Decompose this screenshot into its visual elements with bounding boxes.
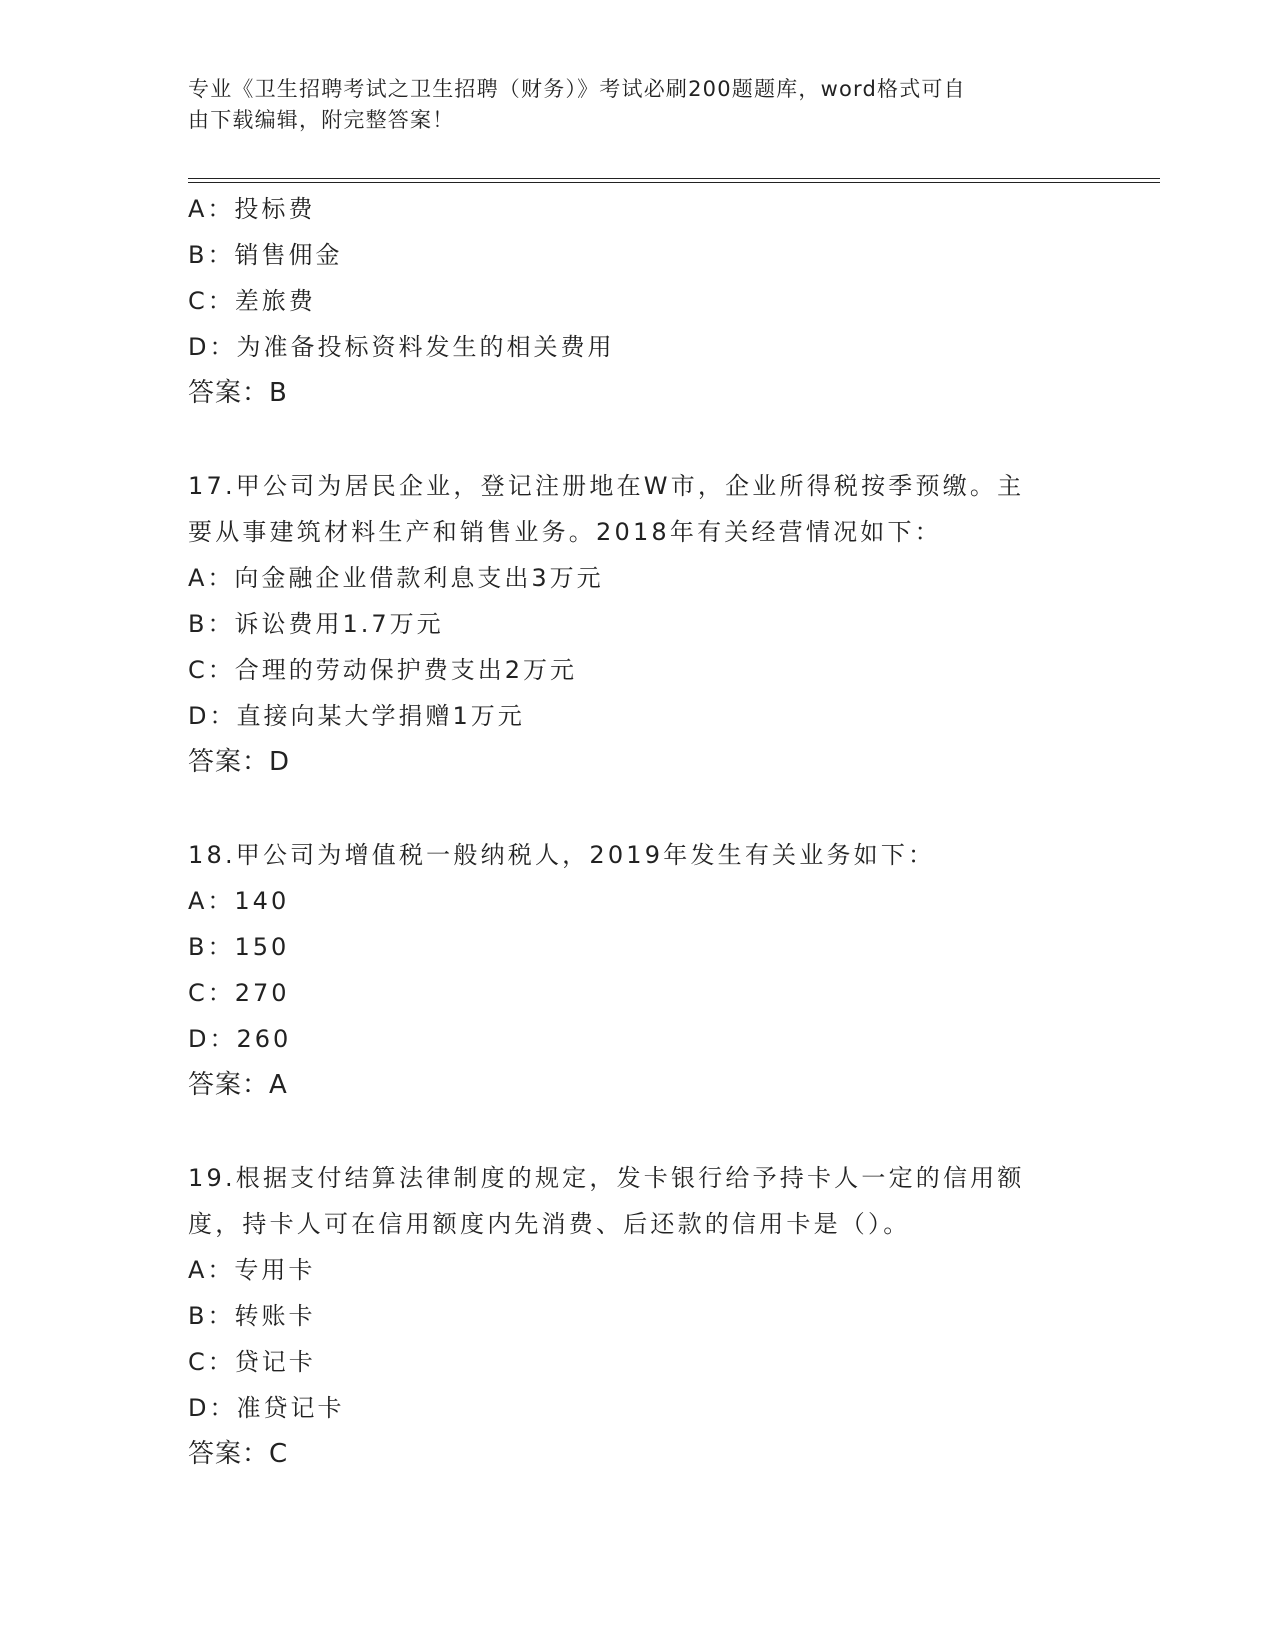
option-b: B：销售佣金 [188, 241, 343, 269]
option-c: C：贷记卡 [188, 1348, 316, 1376]
answer: 答案：A [188, 1070, 288, 1100]
option-b: B：150 [188, 933, 290, 961]
option-d: D：为准备投标资料发生的相关费用 [188, 333, 615, 361]
option-c: C：270 [188, 979, 290, 1007]
option-b: B：转账卡 [188, 1302, 316, 1330]
option-a: A：投标费 [188, 195, 316, 223]
question-17 [188, 463, 1088, 785]
option-a: A：140 [188, 887, 290, 915]
question-19 [188, 1155, 1088, 1477]
header-divider [188, 178, 1160, 183]
options [188, 555, 1088, 739]
answer: 答案：B [188, 378, 288, 408]
options [188, 1247, 1088, 1431]
option-d: D：直接向某大学捐赠1万元 [188, 702, 525, 730]
stem-line: 18.甲公司为增值税一般纳税人，2019年发生有关业务如下： [188, 841, 936, 869]
option-a: A：向金融企业借款利息支出3万元 [188, 564, 604, 592]
question-18 [188, 832, 1088, 1108]
answer: 答案：C [188, 1439, 289, 1469]
option-c: C：合理的劳动保护费支出2万元 [188, 656, 578, 684]
header-line-1: 专业《卫生招聘考试之卫生招聘（财务）》考试必刷200题题库，word格式可自 [188, 77, 966, 101]
options [188, 878, 1088, 1062]
question-list [188, 186, 1088, 1477]
question-stem [188, 463, 1088, 555]
stem-line: 度，持卡人可在信用额度内先消费、后还款的信用卡是（）。 [188, 1210, 911, 1238]
option-a: A：专用卡 [188, 1256, 316, 1284]
answer: 答案：D [188, 747, 291, 777]
stem-line: 17.甲公司为居民企业，登记注册地在W市，企业所得税按季预缴。主 [188, 472, 1025, 500]
option-c: C：差旅费 [188, 287, 316, 315]
option-b: B：诉讼费用1.7万元 [188, 610, 444, 638]
stem-line: 要从事建筑材料生产和销售业务。2018年有关经营情况如下： [188, 518, 942, 546]
question-16 [188, 186, 1088, 416]
header-line-2: 由下载编辑，附完整答案！ [188, 108, 455, 132]
question-stem [188, 832, 1088, 878]
option-d: D：准贷记卡 [188, 1394, 345, 1422]
option-d: D：260 [188, 1025, 292, 1053]
question-stem [188, 1155, 1088, 1247]
document-header [188, 74, 1088, 136]
stem-line: 19.根据支付结算法律制度的规定，发卡银行给予持卡人一定的信用额 [188, 1164, 1025, 1192]
options [188, 186, 1088, 370]
